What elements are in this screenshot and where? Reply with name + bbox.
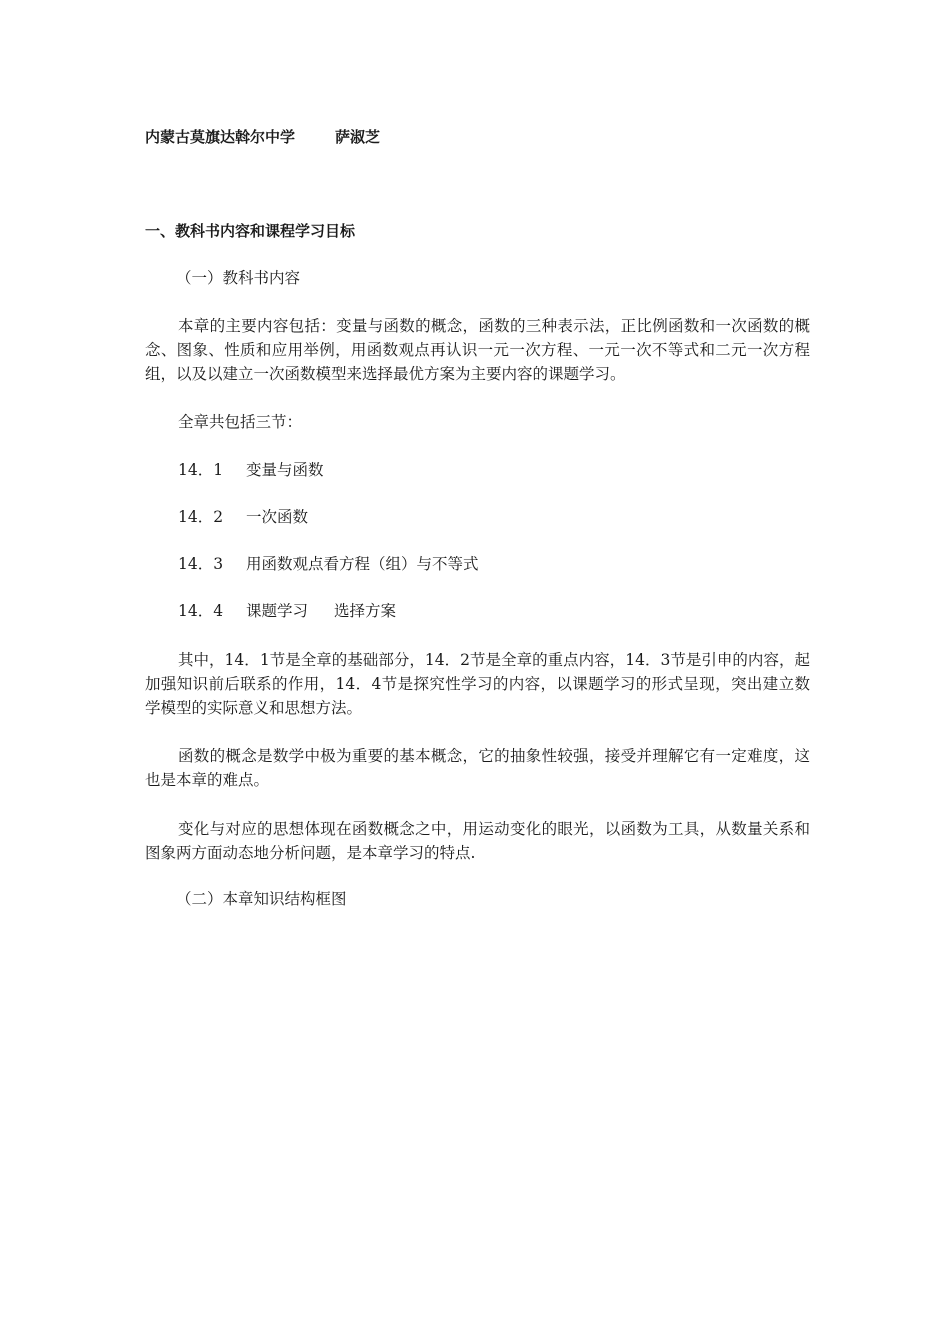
section-list-item	[178, 552, 843, 577]
paragraph-learning-features: 变化与对应的思想体现在函数概念之中，用运动变化的眼光，以函数为工具，从数量关系和图象两方面动态地分析问题，是本章学习的特点.	[145, 820, 810, 862]
section-subtitle: 选择方案	[334, 602, 397, 620]
school-name: 内蒙古莫旗达斡尔中学	[145, 128, 296, 146]
section-title: 课题学习	[246, 602, 309, 620]
paragraph-section-roles: 其中，14．1节是全章的基础部分，14．2节是全章的重点内容，14．3节是引申的内容，起加强知识前后联系的作用，14．4节是探究性学习的内容，以课题学习的形式呈现，突出建立数学模型的实际意义和思想方法。	[145, 651, 810, 717]
paragraph-function-concept: 函数的概念是数学中极为重要的基本概念，它的抽象性较强，接受并理解它有一定难度，这也是本章的难点。	[145, 747, 810, 789]
section-number: 14．2	[178, 508, 224, 526]
section-number: 14．4	[178, 602, 224, 620]
section-number: 14．1	[178, 461, 224, 479]
section-title: 变量与函数	[246, 461, 324, 479]
paragraph-sections-intro: 全章共包括三节：	[178, 413, 303, 431]
section-heading: 一、教科书内容和课程学习目标	[145, 222, 356, 240]
section-list-item	[178, 599, 843, 624]
section-number: 14．3	[178, 555, 224, 573]
section-title: 用函数观点看方程（组）与不等式	[246, 555, 479, 573]
section-list-item	[178, 458, 843, 483]
paragraph-main-content: 本章的主要内容包括：变量与函数的概念，函数的三种表示法，正比例函数和一次函数的概念、图象、性质和应用举例，用函数观点再认识一元一次方程、一元一次不等式和二元一次方程组，以及以建立一次函数模型来选择最优方案为主要内容的课题学习。	[145, 317, 810, 383]
subsection-heading-textbook-content: （一）教科书内容	[176, 269, 301, 287]
author-name: 萨淑芝	[335, 128, 381, 146]
subsection-heading-structure-diagram: （二）本章知识结构框图	[176, 890, 347, 908]
section-title: 一次函数	[246, 508, 309, 526]
section-list-item	[178, 505, 843, 530]
author-line	[145, 125, 810, 150]
